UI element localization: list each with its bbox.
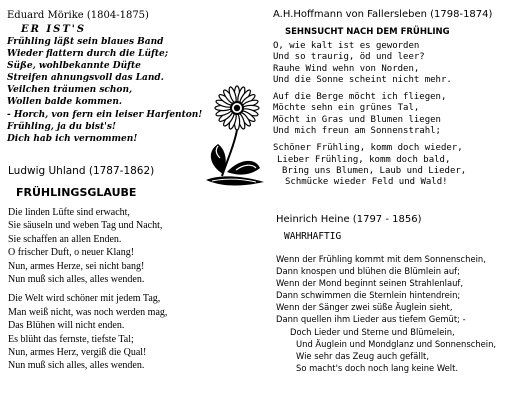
poem-line: Dann quellen ihm Lieder aus tiefem Gemüt; - [276,314,466,325]
poem-line: Dann knospen und blühen die Blümlein auf; [276,266,460,277]
poem-line: Schmücke wieder Feld und Wald! [285,177,448,188]
poem-stanza [273,143,528,188]
poem-line: Nun muß sich alles, alles wenden. [8,360,145,372]
poem-line: Und mich freun am Sonnenstrahl; [273,126,441,137]
poem-line: Frühling läßt sein blaues Band [7,37,164,47]
poem-author: Heinrich Heine (1797 - 1856) [276,214,422,225]
poem-line: Möchte sehn ein grünes Tal, [273,103,420,114]
poem-stanza [273,41,528,86]
poem-line: O, wie kalt ist es geworden [273,41,420,51]
poem-line: Schöner Frühling, komm doch wieder, [273,143,463,154]
poem-line: Bring uns Blumen, Laub und Lieder, [282,165,467,176]
poem-line: Veilchen träumen schon, [7,85,133,96]
poem-line: Man weiß nicht, was noch werden mag, [8,306,168,318]
poem-stanza [8,292,228,372]
poem-line: Nun, armes Herze, sei nicht bang! [8,260,145,272]
poem-line: Doch Lieder und Sterne und Blümelein, [290,326,455,337]
poem-line: Wenn der Frühling kommt mit dem Sonnenschein, [276,254,486,264]
poem-line: Die linden Lüfte sind erwacht, [8,207,130,218]
poem-line: Wollen balde kommen. [7,97,123,108]
poem-line: Lieber Frühling, komm doch bald, [277,154,451,165]
poem-line: Auf die Berge möcht ich fliegen, [273,92,447,103]
poem-line: Wenn der Mond beginnt seinen Strahlenlauf, [276,278,464,289]
poem-title: ER IST'S [21,24,87,35]
poem-line: Dann schwimmen die Sternlein hintendrein; [276,290,461,301]
poem-line: Sie säuseln und weben Tag und Nacht, [8,220,163,232]
poem-line: Nun, armes Herz, vergiß die Qual! [8,347,147,359]
poem-line: Wie sehr das Zeug auch gefällt, [296,350,429,361]
poem-line: Wenn der Sänger zwei süße Äuglein sieht, [276,302,453,313]
poem-line: Möcht in Gras und Blumen liegen [273,114,441,125]
poem-line: Süße, wohlbekannte Düfte [7,61,141,72]
poem-line: Und Äuglein und Mondglanz und Sonnenschein, [296,338,497,349]
poem-line: So macht's doch noch lang keine Welt. [296,362,459,373]
poem-moerike [7,9,207,145]
poem-line: Nun muß sich alles, alles wenden. [8,274,145,286]
poem-line: Frühling, ja du bist's! [7,121,116,132]
poem-author: Ludwig Uhland (1787-1862) [8,165,155,177]
poem-line: Das Blühen will nicht enden. [8,320,125,332]
poem-title: WAHRHAFTIG [284,231,342,242]
poem-stanza [273,92,528,137]
poem-line: Sie schaffen an allen Enden. [8,233,122,245]
poem-line: Dich hab ich vernommen! [7,133,138,144]
poem-line: Rauhe Wind wehn von Norden, [273,63,420,74]
poem-line: Und die Sonne scheint nicht mehr. [273,74,452,85]
poem-heine [276,213,528,374]
poem-author: Eduard Mörike (1804-1875) [7,10,149,21]
poem-title: FRÜHLINGSGLAUBE [16,186,137,199]
poem-line: O frischer Duft, o neuer Klang! [8,247,135,259]
poem-author: A.H.Hoffmann von Fallersleben (1798-1874) [273,9,493,20]
poem-line: - Horch, von fern ein leiser Harfenton! [7,109,203,120]
daisy-flower-icon [215,86,259,130]
poem-uhland [8,164,228,373]
poem-title: SEHNSUCHT NACH DEM FRÜHLING [285,27,450,37]
poem-line: Und so traurig, öd und leer? [273,52,425,63]
poem-stanza [8,206,228,286]
poem-line: Die Welt wird schöner mit jedem Tag, [8,293,161,305]
poem-line: Es blüht das fernste, tiefste Tal; [8,333,134,345]
flower-illustration [196,84,268,194]
poem-line: Wieder flattern durch die Lüfte; [7,49,169,60]
poem-line: Streifen ahnungsvoll das Land. [7,73,164,84]
poem-fallersleben [273,8,528,189]
